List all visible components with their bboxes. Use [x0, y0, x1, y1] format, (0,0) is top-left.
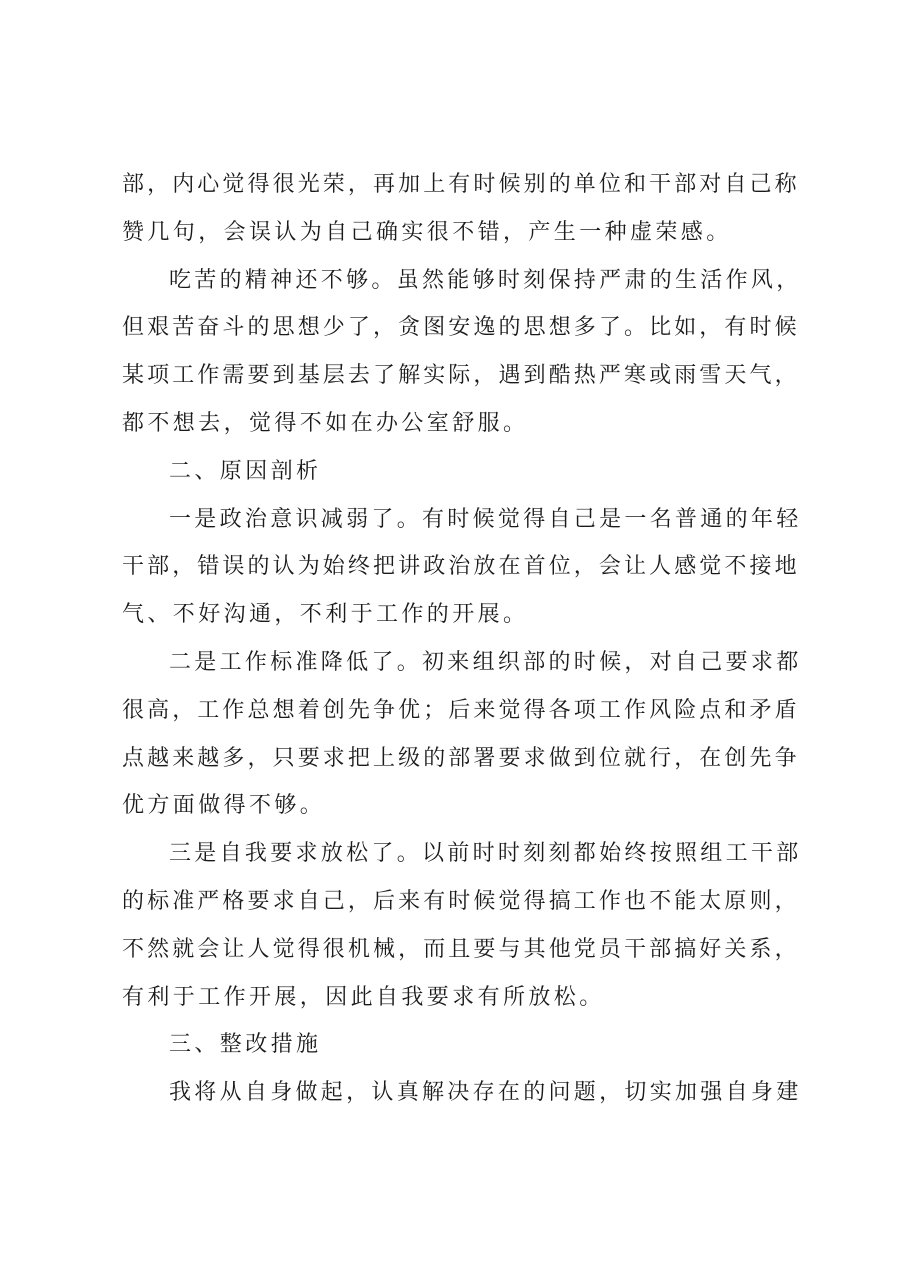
- text-line: 一是政治意识减弱了。有时候觉得自己是一名普通的年轻: [169, 506, 802, 532]
- text-line: 二、原因剖析: [169, 458, 322, 484]
- text-line: 但艰苦奋斗的思想少了，贪图安逸的思想多了。比如，有时候: [122, 315, 800, 341]
- text-line: 气、不好沟通，不利于工作的开展。: [122, 602, 529, 628]
- text-line: 某项工作需要到基层去了解实际，遇到酷热严寒或雨雪天气，: [122, 363, 800, 389]
- text-line: 不然就会让人觉得很机械，而且要与其他党员干部搞好关系，: [122, 936, 800, 962]
- document-body: [122, 161, 802, 1117]
- text-line: 优方面做得不够。: [122, 793, 326, 819]
- text-line: 二是工作标准降低了。初来组织部的时候，对自己要求都: [169, 649, 802, 675]
- text-line: 都不想去，觉得不如在办公室舒服。: [122, 410, 529, 436]
- text-line: 三、整改措施: [169, 1032, 322, 1058]
- text-line: 很高，工作总想着创先争优；后来觉得各项工作风险点和矛盾: [122, 697, 800, 723]
- text-line: 部，内心觉得很光荣，再加上有时候别的单位和干部对自己称: [122, 172, 800, 197]
- text-line: 干部，错误的认为始终把讲政治放在首位，会让人感觉不接地: [122, 554, 800, 580]
- text-line: 吃苦的精神还不够。虽然能够时刻保持严肃的生活作风，: [169, 267, 802, 293]
- text-line: 点越来越多，只要求把上级的部署要求做到位就行，在创先争: [122, 745, 800, 771]
- text-line: 有利于工作开展，因此自我要求有所放松。: [122, 984, 605, 1010]
- text-line: 的标准严格要求自己，后来有时候觉得搞工作也不能太原则，: [122, 888, 800, 914]
- text-line: 赞几句，会误认为自己确实很不错，产生一种虚荣感。: [122, 219, 732, 245]
- text-line: 我将从自身做起，认真解决存在的问题，切实加强自身建: [169, 1080, 802, 1106]
- text-line: 三是自我要求放松了。以前时时刻刻都始终按照组工干部: [169, 841, 802, 867]
